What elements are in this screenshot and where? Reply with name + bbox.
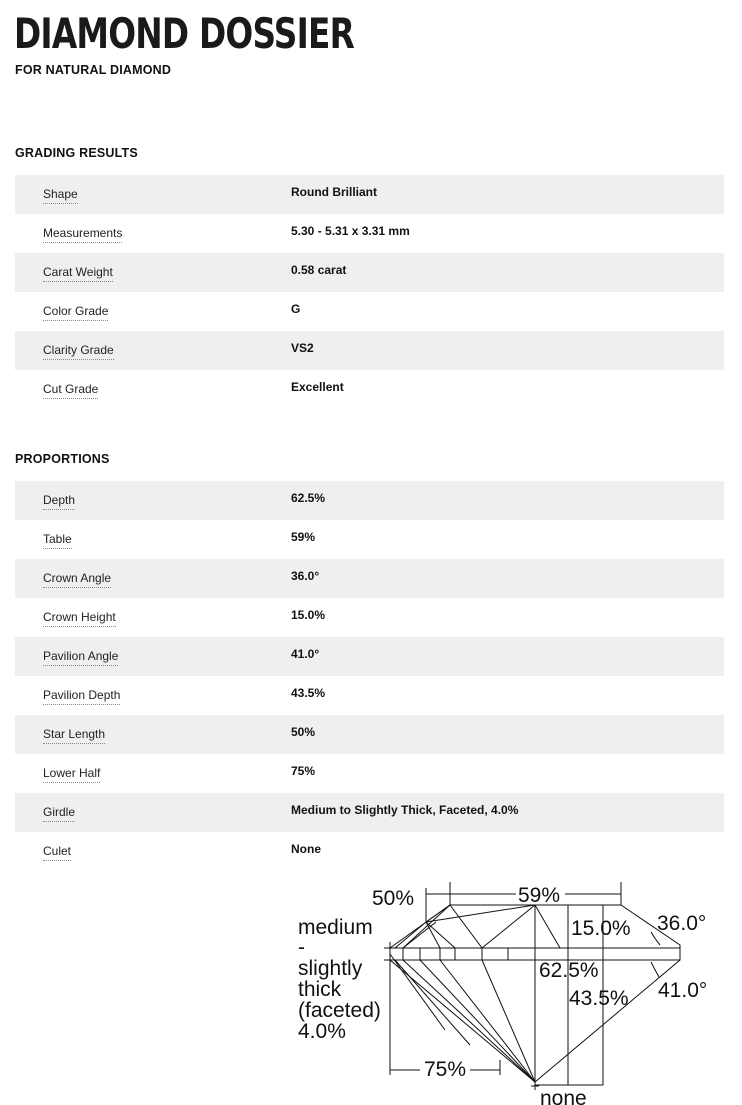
culet-label: none <box>540 1087 587 1105</box>
crown-angle-label: 36.0° <box>657 912 707 935</box>
lower-half-label: 75% <box>424 1058 467 1081</box>
row-label: Color Grade <box>43 304 108 321</box>
proportions-table <box>15 481 724 871</box>
pavilion-angle-arc <box>651 962 659 977</box>
crown-facet <box>426 905 450 922</box>
table-row <box>15 715 724 754</box>
page-subtitle: FOR NATURAL DIAMOND <box>15 63 172 77</box>
table-row <box>15 754 724 793</box>
proportions-heading: PROPORTIONS <box>15 452 110 466</box>
row-label: Cut Grade <box>43 382 98 399</box>
row-label: Pavilion Depth <box>43 688 120 705</box>
girdle-label-line: medium <box>298 916 373 939</box>
grading-results-table <box>15 175 724 409</box>
row-value: 62.5% <box>291 491 326 505</box>
row-label: Star Length <box>43 727 105 744</box>
crown-facet <box>450 905 482 948</box>
table-row <box>15 559 724 598</box>
table-row <box>15 481 724 520</box>
girdle-label-line: (faceted) <box>298 999 381 1022</box>
row-label: Carat Weight <box>43 265 113 282</box>
row-value: 41.0° <box>291 647 320 661</box>
row-label: Pavilion Angle <box>43 649 118 666</box>
row-label: Shape <box>43 187 78 204</box>
girdle-label-line: - <box>298 936 305 959</box>
girdle-label-line: thick <box>298 978 342 1001</box>
table-row <box>15 676 724 715</box>
row-label: Depth <box>43 493 75 510</box>
girdle-label-line: 4.0% <box>298 1020 346 1043</box>
pavilion-facet <box>403 960 535 1082</box>
row-label: Crown Height <box>43 610 116 627</box>
crown-facet <box>426 922 440 948</box>
row-value: 5.30 - 5.31 x 3.31 mm <box>291 224 410 238</box>
row-value: Medium to Slightly Thick, Faceted, 4.0% <box>291 803 519 817</box>
page-title: DIAMOND DOSSIER <box>14 9 355 58</box>
row-value: G <box>291 302 301 316</box>
crown-facet <box>482 905 535 948</box>
row-label: Measurements <box>43 226 122 243</box>
row-value: 50% <box>291 725 316 739</box>
pavilion-angle-label: 41.0° <box>658 979 708 1002</box>
pavilion-depth-label: 43.5% <box>569 987 629 1010</box>
table-row <box>15 292 724 331</box>
row-value: 75% <box>291 764 316 778</box>
row-label: Crown Angle <box>43 571 111 588</box>
crown-facet <box>426 905 535 922</box>
depth-label: 62.5% <box>539 959 599 982</box>
grading-results-heading: GRADING RESULTS <box>15 146 138 160</box>
girdle-label-line: slightly <box>298 957 363 980</box>
crown-facet <box>426 922 455 948</box>
pavilion-facet <box>482 960 535 1082</box>
row-value: 36.0° <box>291 569 320 583</box>
diamond-profile-lines <box>390 905 680 1082</box>
row-value: None <box>291 842 321 856</box>
proportion-diagram <box>0 860 742 1105</box>
row-label: Culet <box>43 844 71 861</box>
table-row <box>15 214 724 253</box>
star-length-label: 50% <box>372 887 415 910</box>
table-row <box>15 520 724 559</box>
row-label: Lower Half <box>43 766 100 783</box>
pavilion-facet <box>390 954 445 1030</box>
row-label: Clarity Grade <box>43 343 114 360</box>
table-row <box>15 175 724 214</box>
row-value: 0.58 carat <box>291 263 347 277</box>
row-value: 43.5% <box>291 686 326 700</box>
table-row <box>15 637 724 676</box>
table-row <box>15 370 724 409</box>
table-label: 59% <box>518 884 561 907</box>
row-value: Round Brilliant <box>291 185 377 199</box>
table-row <box>15 331 724 370</box>
table-row <box>15 793 724 832</box>
table-row <box>15 598 724 637</box>
row-label: Girdle <box>43 805 75 822</box>
row-value: 59% <box>291 530 316 544</box>
row-value: VS2 <box>291 341 314 355</box>
row-value: 15.0% <box>291 608 326 622</box>
crown-height-label: 15.0% <box>571 917 631 940</box>
crown-facet <box>395 922 426 948</box>
crown-facet <box>535 905 560 948</box>
row-label: Table <box>43 532 72 549</box>
table-row <box>15 253 724 292</box>
row-value: Excellent <box>291 380 344 394</box>
